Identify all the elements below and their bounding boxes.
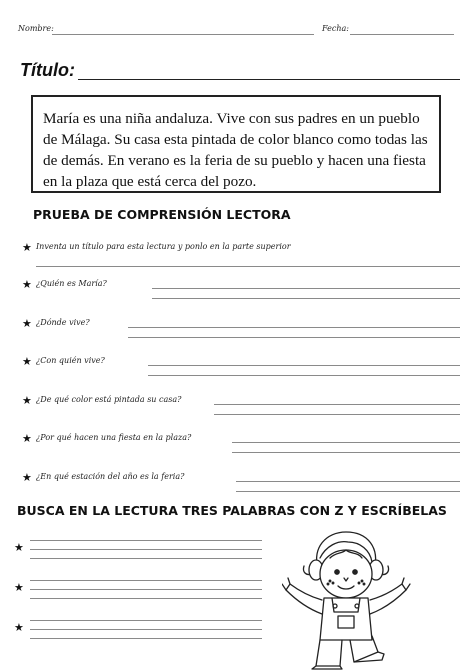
star-icon: ★ [22,241,32,254]
star-icon: ★ [22,394,32,407]
answer-line[interactable] [214,404,460,405]
answer-line[interactable] [128,337,460,338]
word-answer-line[interactable] [30,589,262,590]
answer-line[interactable] [232,452,460,453]
word-answer-line[interactable] [30,620,262,621]
star-icon: ★ [14,541,24,554]
section-heading-words: BUSCA EN LA LECTURA TRES PALABRAS CON Z Y ESCRÍBELAS [17,503,447,518]
answer-line[interactable] [36,266,460,267]
star-icon: ★ [22,355,32,368]
word-answer-line[interactable] [30,540,262,541]
reading-text-box [31,95,441,193]
question-text: ¿En qué estación del año es la feria? [36,472,185,481]
word-answer-line[interactable] [30,638,262,639]
date-label: Fecha: [322,24,349,33]
word-answer-line[interactable] [30,580,262,581]
star-icon: ★ [22,278,32,291]
word-answer-line[interactable] [30,598,262,599]
child-illustration [282,528,412,670]
star-icon: ★ [14,581,24,594]
answer-line[interactable] [214,414,460,415]
title-field[interactable] [78,79,460,80]
name-field[interactable] [52,34,314,35]
answer-line[interactable] [148,365,460,366]
question-text: ¿Por qué hacen una fiesta en la plaza? [36,433,192,442]
word-answer-line[interactable] [30,549,262,550]
date-field[interactable] [350,34,454,35]
question-text: ¿Con quién vive? [36,356,105,365]
instruction-text: Inventa un título para esta lectura y ponlo en la parte superior [36,242,291,251]
question-text: ¿Dónde vive? [36,318,90,327]
word-answer-line[interactable] [30,558,262,559]
reading-text: María es una niña andaluza. Vive con sus padres en un pueblo de Málaga. Su casa esta pintada de color blanco como todas las de demás. En verano es la feria de su pueblo y hacen una fiesta en la plaza que está cerca del pozo. [43,110,428,190]
answer-line[interactable] [152,288,460,289]
answer-line[interactable] [236,491,460,492]
section-heading-comprehension: PRUEBA DE COMPRENSIÓN LECTORA [33,207,291,222]
question-text: ¿De qué color está pintada su casa? [36,395,182,404]
answer-line[interactable] [232,442,460,443]
star-icon: ★ [22,471,32,484]
star-icon: ★ [14,621,24,634]
answer-line[interactable] [128,327,460,328]
answer-line[interactable] [236,481,460,482]
title-label: Título: [20,60,75,80]
answer-line[interactable] [148,375,460,376]
word-answer-line[interactable] [30,629,262,630]
question-text: ¿Quién es María? [36,279,107,288]
star-icon: ★ [22,432,32,445]
name-label: Nombre: [18,24,54,33]
answer-line[interactable] [152,298,460,299]
star-icon: ★ [22,317,32,330]
